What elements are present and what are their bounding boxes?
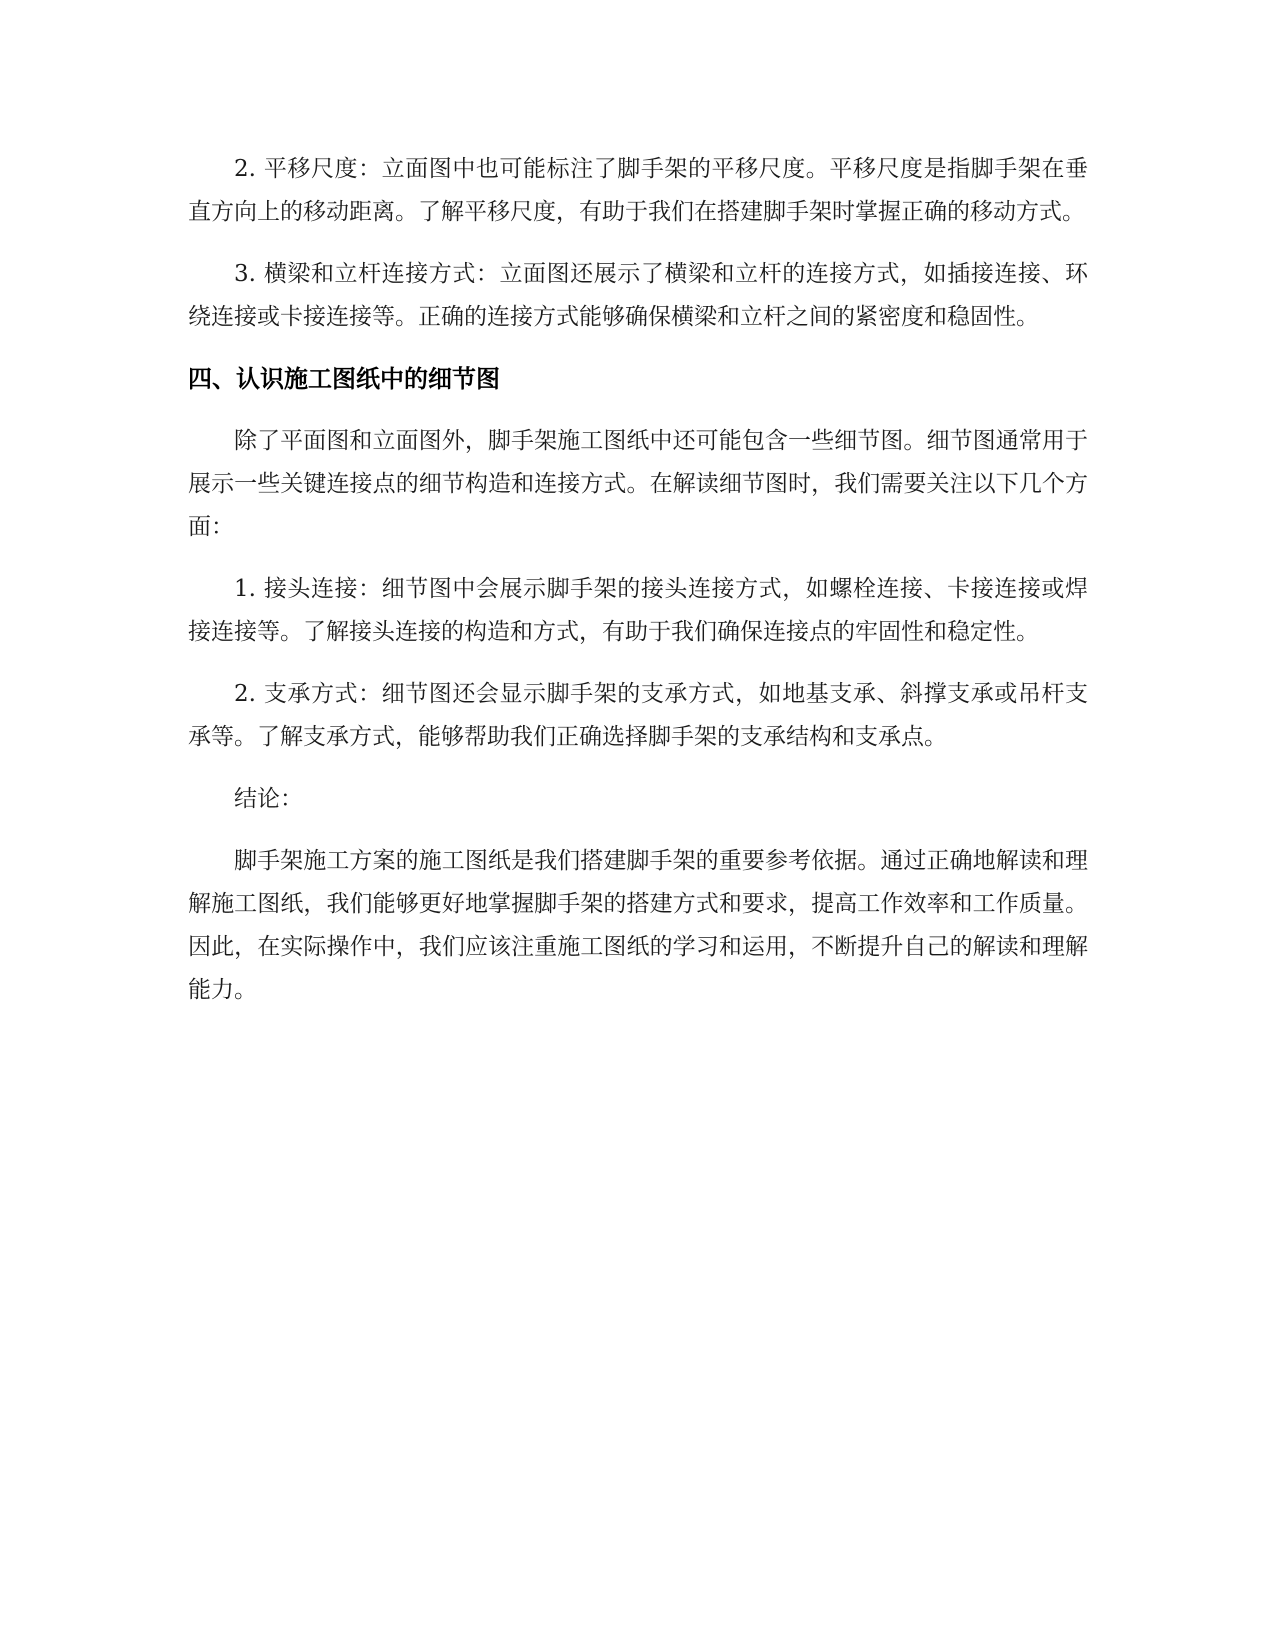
paragraph-support-method: 2. 支承方式：细节图还会显示脚手架的支承方式，如地基支承、斜撑支承或吊杆支承等。了解支承方式，能够帮助我们正确选择脚手架的支承结构和支承点。 [188,681,1088,750]
paragraph-beam-pole-connection: 3. 横梁和立杆连接方式：立面图还展示了横梁和立杆的连接方式，如插接连接、环绕连接或卡接连接等。正确的连接方式能够确保横梁和立杆之间的紧密度和稳固性。 [188,261,1088,330]
paragraph-conclusion-label: 结论： [234,786,303,812]
paragraph-translation-scale: 2. 平移尺度：立面图中也可能标注了脚手架的平移尺度。平移尺度是指脚手架在垂直方向上的移动距离。了解平移尺度，有助于我们在搭建脚手架时掌握正确的移动方式。 [188,156,1088,225]
section-heading-detail-drawings: 四、认识施工图纸中的细节图 [188,365,500,393]
paragraph-conclusion: 脚手架施工方案的施工图纸是我们搭建脚手架的重要参考依据。通过正确地解读和理解施工图纸，我们能够更好地掌握脚手架的搭建方式和要求，提高工作效率和工作质量。因此，在实际操作中，我们应该注重施工图纸的学习和运用，不断提升自己的解读和理解能力。 [188,848,1088,1003]
paragraph-detail-intro: 除了平面图和立面图外，脚手架施工图纸中还可能包含一些细节图。细节图通常用于展示一些关键连接点的细节构造和连接方式。在解读细节图时，我们需要关注以下几个方面： [188,428,1088,540]
paragraph-joint-connection: 1. 接头连接：细节图中会展示脚手架的接头连接方式，如螺栓连接、卡接连接或焊接连接等。了解接头连接的构造和方式，有助于我们确保连接点的牢固性和稳定性。 [188,576,1088,645]
document-body [188,148,1088,1031]
